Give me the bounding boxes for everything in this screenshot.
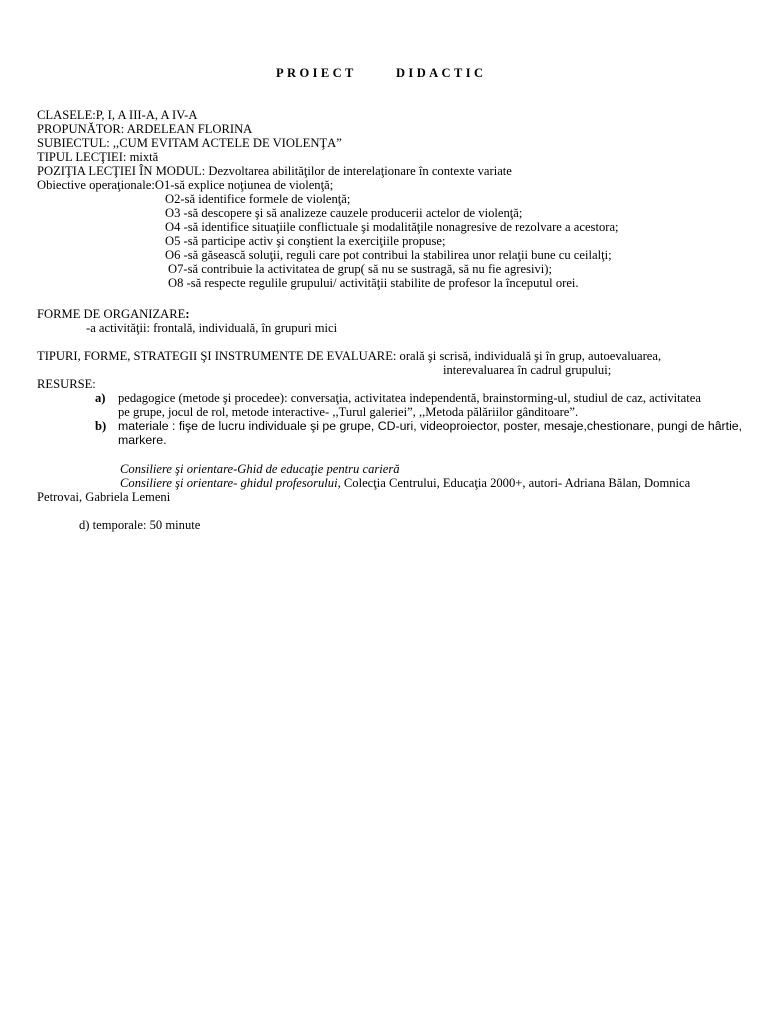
- objective-o7: O7-să contribuie la activitatea de grup( să nu se sustragă, să nu fie agresivi);: [168, 262, 552, 276]
- bibliography-2-cont: Petrovai, Gabriela Lemeni: [37, 490, 171, 504]
- title-word-proiect: PROIECT: [276, 66, 357, 80]
- objective-o2: O2-să identifice formele de violenţă;: [165, 192, 351, 206]
- objective-o1: O1-să explice noţiunea de violenţă;: [154, 178, 334, 192]
- resurse-heading: RESURSE:: [37, 377, 96, 391]
- forme-organizare-title: FORME DE ORGANIZARE: [37, 307, 186, 321]
- resurse-materiale: materiale : fişe de lucru individuale şi pe grupe, CD-uri, videoproiector, poster, mesaje,chestionare, pungi de hârtie,: [118, 419, 743, 433]
- header-tipul-lectiei: TIPUL LECŢIEI: mixtă: [37, 150, 159, 164]
- resurse-pedagogice: pedagogice (metode şi procedee): conversaţia, activitatea independentă, brainstorming-ul, studiul de caz, activitatea: [118, 391, 701, 405]
- title-word-didactic: DIDACTIC: [396, 66, 487, 80]
- objective-o6: O6 -să găsească soluţii, reguli care pot contribui la stabilirea unor relaţii bune cu ceilalţi;: [165, 248, 612, 262]
- bibliography-1: Consiliere şi orientare-Ghid de educaţie pentru carieră: [120, 462, 400, 476]
- resurse-temporale: d) temporale: 50 minute: [79, 518, 201, 532]
- objective-o4: O4 -să identifice situaţiile conflictuale şi modalităţile nonagresive de rezolvare a acestora;: [165, 220, 619, 234]
- resurse-a-marker: a): [95, 391, 106, 405]
- objectives-row-1: [37, 178, 333, 192]
- header-propunator: PROPUNĂTOR: ARDELEAN FLORINA: [37, 122, 253, 136]
- resurse-b-marker: b): [95, 419, 107, 433]
- header-pozitia-lectiei: POZIŢIA LECŢIEI ÎN MODUL: Dezvoltarea abilităţilor de interelaţionare în contexte variate: [37, 164, 512, 178]
- bibliography-2-title: Consiliere şi orientare- ghidul profesorului,: [120, 476, 341, 490]
- bibliography-2: [120, 476, 690, 490]
- forme-organizare-heading: [37, 307, 190, 321]
- header-clasele: CLASELE:P, I, A III-A, A IV-A: [37, 108, 198, 122]
- forme-organizare-colon: :: [185, 307, 190, 321]
- tipuri-evaluare: TIPURI, FORME, STRATEGII ŞI INSTRUMENTE DE EVALUARE: orală şi scrisă, individuală şi în grup, autoevaluarea,: [37, 349, 662, 363]
- header-subiectul: SUBIECTUL: ,,CUM EVITAM ACTELE DE VIOLENŢA”: [37, 136, 342, 150]
- objective-o3: O3 -să descopere şi să analizeze cauzele producerii actelor de violenţă;: [165, 206, 523, 220]
- forme-activitatii: -a activităţii: frontală, individuală, în grupuri mici: [86, 321, 338, 335]
- objective-o8: O8 -să respecte regulile grupului/ activităţii stabilite de profesor la începutul orei.: [168, 276, 579, 290]
- tipuri-evaluare-cont: interevaluarea în cadrul grupului;: [443, 363, 612, 377]
- bibliography-2-details: Colecţia Centrului, Educaţia 2000+, autori- Adriana Bălan, Domnica: [340, 476, 691, 490]
- objectives-label: Obiective operaţionale:: [37, 178, 155, 192]
- objective-o5: O5 -să participe activ şi conştient la exerciţiile propuse;: [165, 234, 446, 248]
- resurse-pedagogice-cont: pe grupe, jocul de rol, metode interactive- ,,Turul galeriei”, ,,Metoda pălăriilor gânditoare”.: [118, 405, 579, 419]
- resurse-materiale-cont: markere.: [118, 433, 167, 447]
